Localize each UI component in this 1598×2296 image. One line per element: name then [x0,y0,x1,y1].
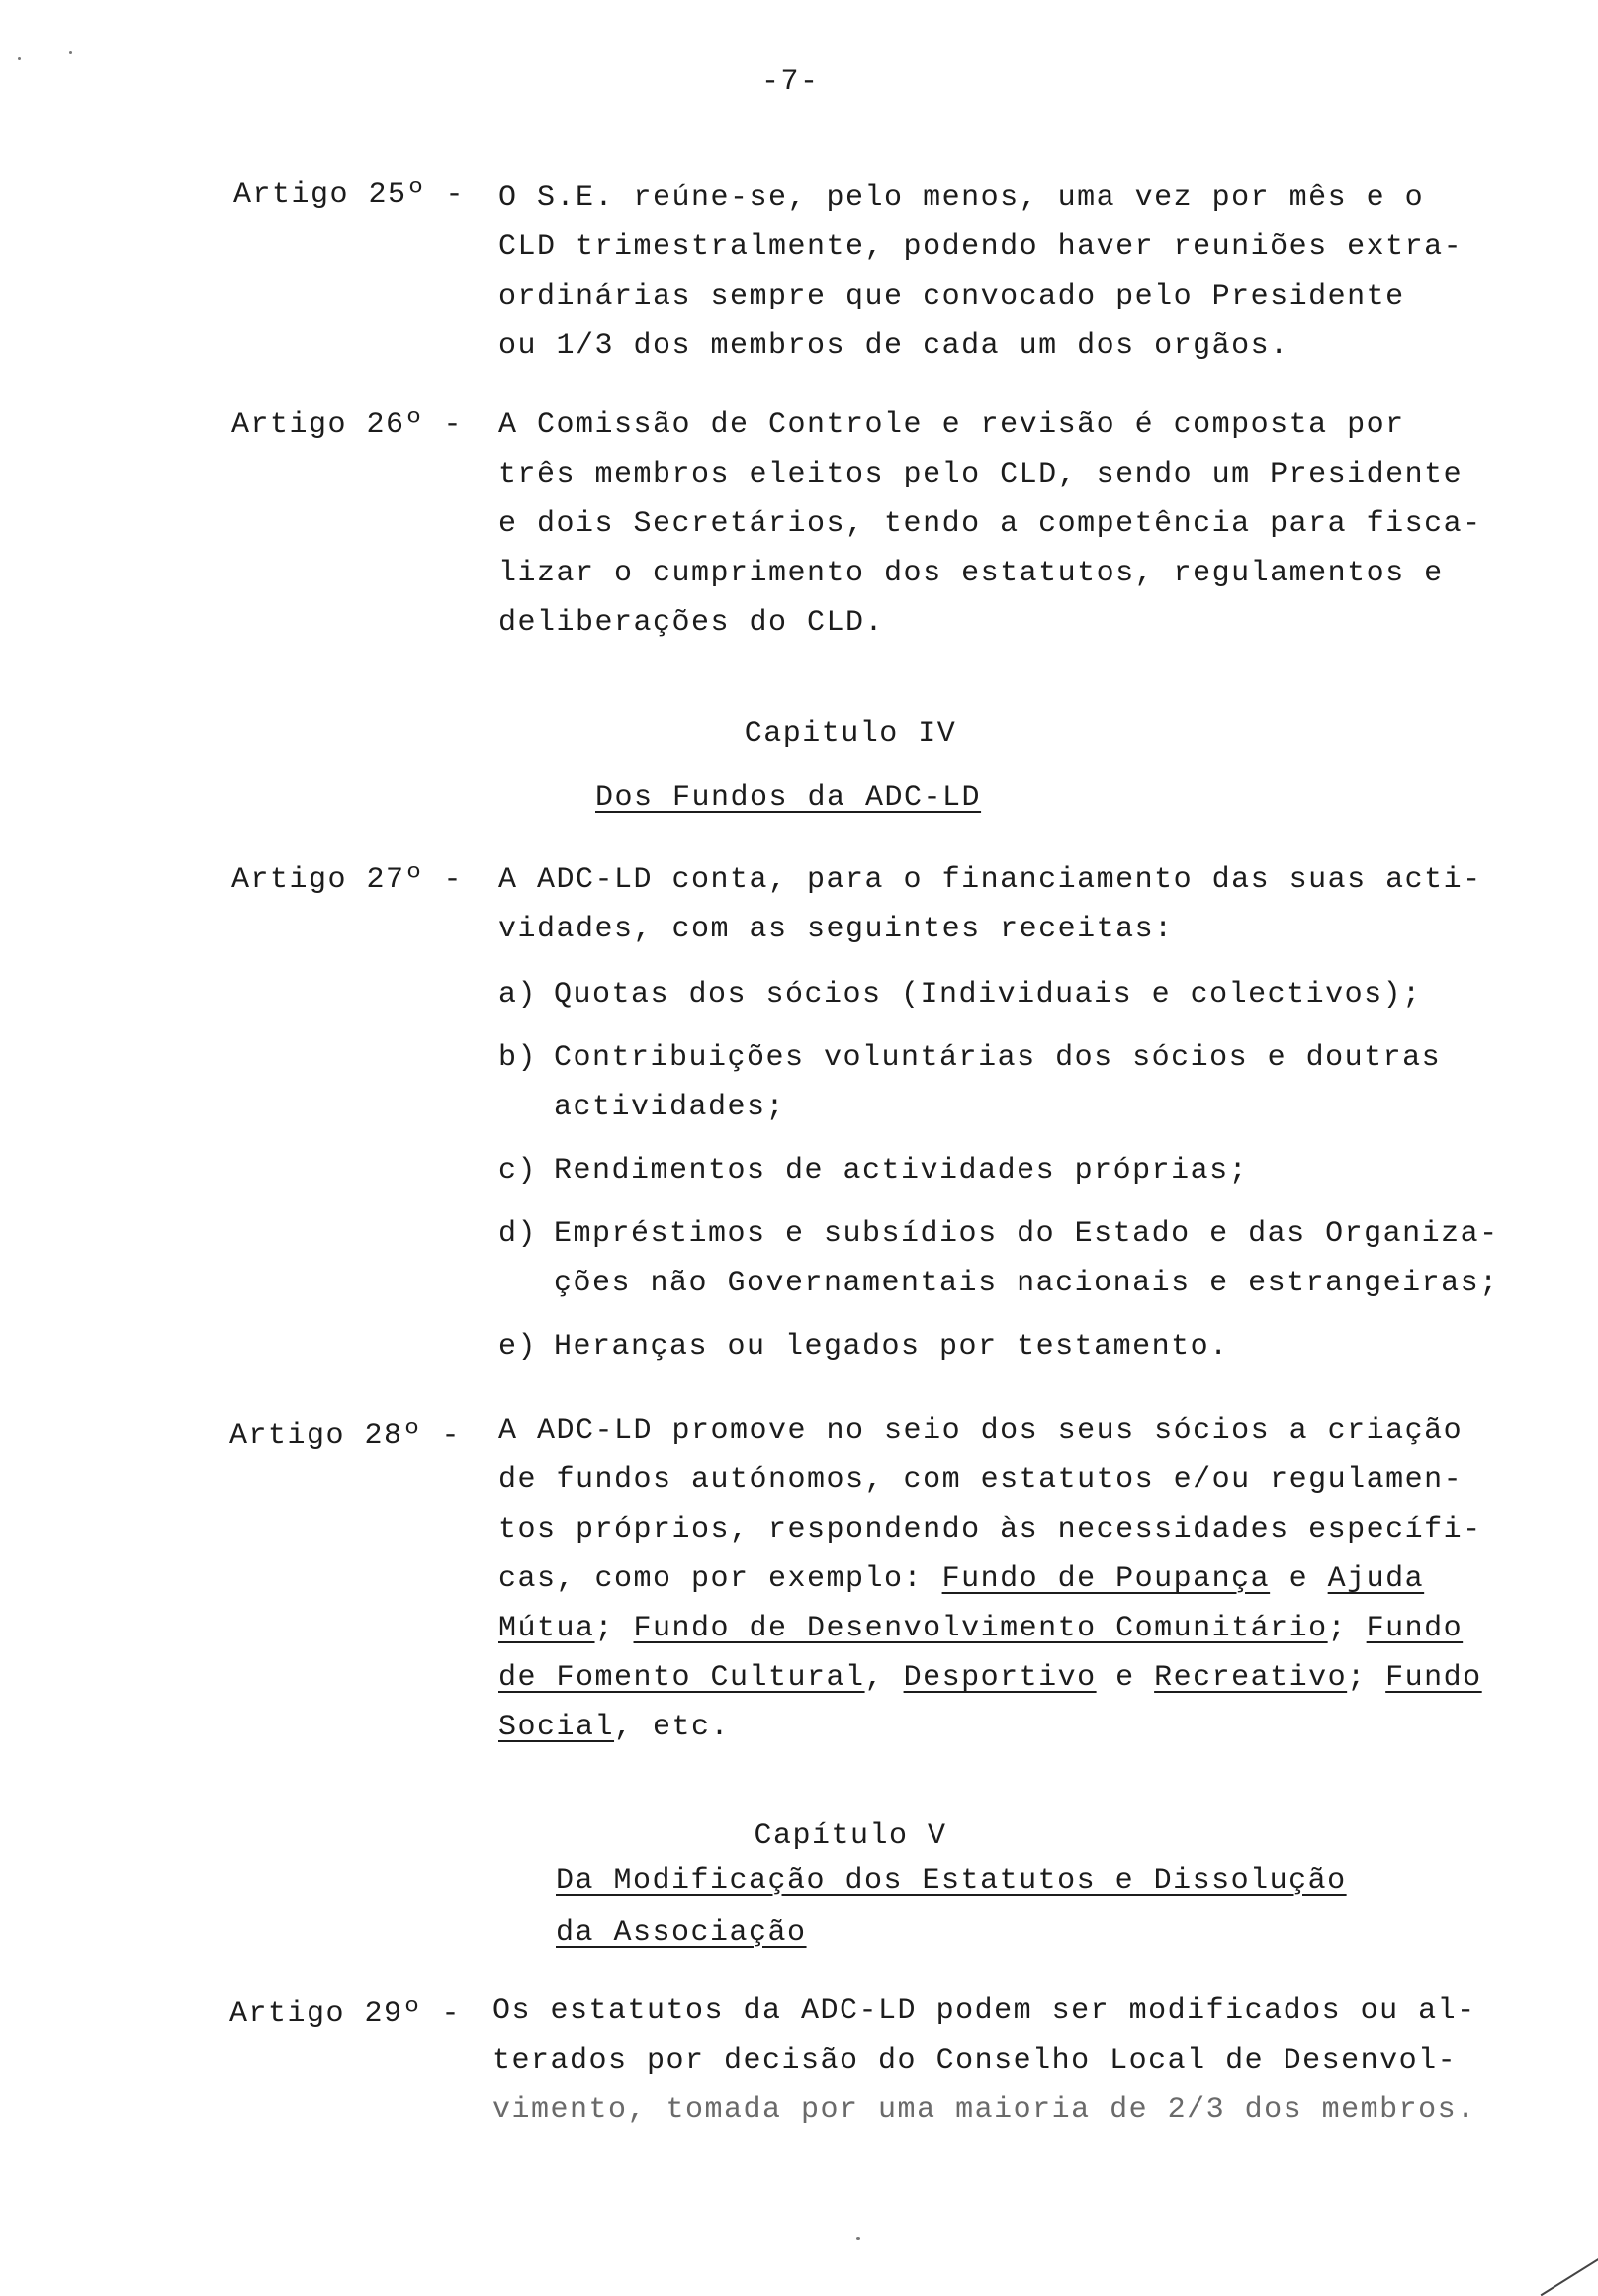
text-span: ; [594,1612,634,1645]
article-body [498,1406,1598,1752]
list-item-text: Rendimentos de actividades próprias; [554,1154,1249,1188]
text-span: e [1270,1562,1328,1596]
text-line: de fundos autónomos, com estatutos e/ou regulamen- [498,1463,1464,1497]
scan-speck [69,51,72,54]
section-title: Dos Fundos da ADC-LD [595,781,982,815]
text-span: e [1096,1661,1155,1695]
text-line [498,1703,1598,1752]
text-line: ordinárias sempre que convocado pelo Presidente [498,280,1405,313]
list-item-text: ções não Governamentais nacionais e estrangeiras; [554,1267,1499,1300]
list-marker: a) [498,978,538,1012]
list-item-text: Heranças ou legados por testamento. [554,1330,1229,1364]
fund-name: Social [498,1711,615,1744]
text-span: , etc. [614,1711,731,1744]
text-line: CLD trimestralmente, podendo haver reuniões extra- [498,230,1464,264]
article-body [492,1987,1598,2135]
section-title: da Associação [556,1916,807,1950]
text-line: vimento, tomada por uma maioria de 2/3 dos membros. [492,2093,1476,2127]
list-item-text: Empréstimos e subsídios do Estado e das Organiza- [554,1217,1499,1251]
text-line: e dois Secretários, tendo a competência para fisca- [498,507,1482,541]
text-line: ou 1/3 dos membros de cada um dos orgãos. [498,329,1289,363]
text-line: A ADC-LD promove no seio dos seus sócios a criação [498,1414,1464,1448]
list-marker: d) [498,1217,538,1251]
text-line [498,1554,1598,1604]
article-label: Artigo 26º - [231,408,464,442]
text-line: A ADC-LD conta, para o financiamento das suas acti- [498,863,1482,897]
list-item-text: Contribuições voluntárias dos sócios e doutras [554,1041,1442,1075]
fund-name: Fundo de Desenvolvimento Comunitário [633,1612,1328,1645]
chapter-heading: Capítulo V [754,1819,947,1853]
article-label: Artigo 25º - [233,178,466,212]
fund-name: Ajuda [1327,1562,1425,1596]
text-span: cas, como por exemplo: [498,1562,942,1596]
list-marker: c) [498,1154,538,1188]
text-line [498,1653,1598,1703]
fund-name: Fundo [1366,1612,1464,1645]
text-line: terados por decisão do Conselho Local de Desenvol- [492,2044,1458,2077]
article-label: Artigo 28º - [229,1419,462,1453]
chapter-heading: Capitulo IV [744,717,957,751]
fund-name: Desportivo [903,1661,1097,1695]
article-label: Artigo 29º - [229,1997,462,2031]
text-line: Os estatutos da ADC-LD podem ser modificados ou al- [492,1994,1476,2028]
section-title: Da Modificação dos Estatutos e Dissolução [556,1864,1347,1898]
article-body [498,400,1598,648]
page-number: -7- [761,65,820,99]
text-line: vidades, com as seguintes receitas: [498,913,1174,946]
fund-name: Recreativo [1154,1661,1348,1695]
text-line: deliberações do CLD. [498,606,885,640]
fund-name: Mútua [498,1612,595,1645]
list-item [498,1033,1598,1132]
list-item [498,970,1598,1019]
text-span: ; [1347,1661,1386,1695]
fund-name: Fundo de Poupança [941,1562,1271,1596]
article-body [498,855,1598,1371]
text-line: lizar o cumprimento dos estatutos, regulamentos e [498,557,1444,590]
scan-speck [856,2237,860,2240]
list-marker: b) [498,1041,538,1075]
fund-name: Fundo [1385,1661,1482,1695]
list-item-text: actividades; [554,1091,786,1124]
text-line: A Comissão de Controle e revisão é composta por [498,408,1405,442]
article-label: Artigo 27º - [231,863,464,897]
list-item-text: Quotas dos sócios (Individuais e colectivos); [554,978,1422,1012]
text-line: três membros eleitos pelo CLD, sendo um Presidente [498,458,1464,491]
text-line [498,1604,1598,1653]
text-line: tos próprios, respondendo às necessidades específi- [498,1513,1482,1546]
list-marker: e) [498,1330,538,1364]
list-item [498,1209,1598,1308]
article-body [498,173,1598,371]
scan-edge-line [1541,2252,1598,2296]
text-span: , [864,1661,904,1695]
fund-name: de Fomento Cultural [498,1661,865,1695]
list-item [498,1322,1598,1371]
scan-speck [18,57,21,60]
text-span: ; [1327,1612,1367,1645]
list-item [498,1146,1598,1195]
text-line: O S.E. reúne-se, pelo menos, uma vez por mês e o [498,181,1425,215]
